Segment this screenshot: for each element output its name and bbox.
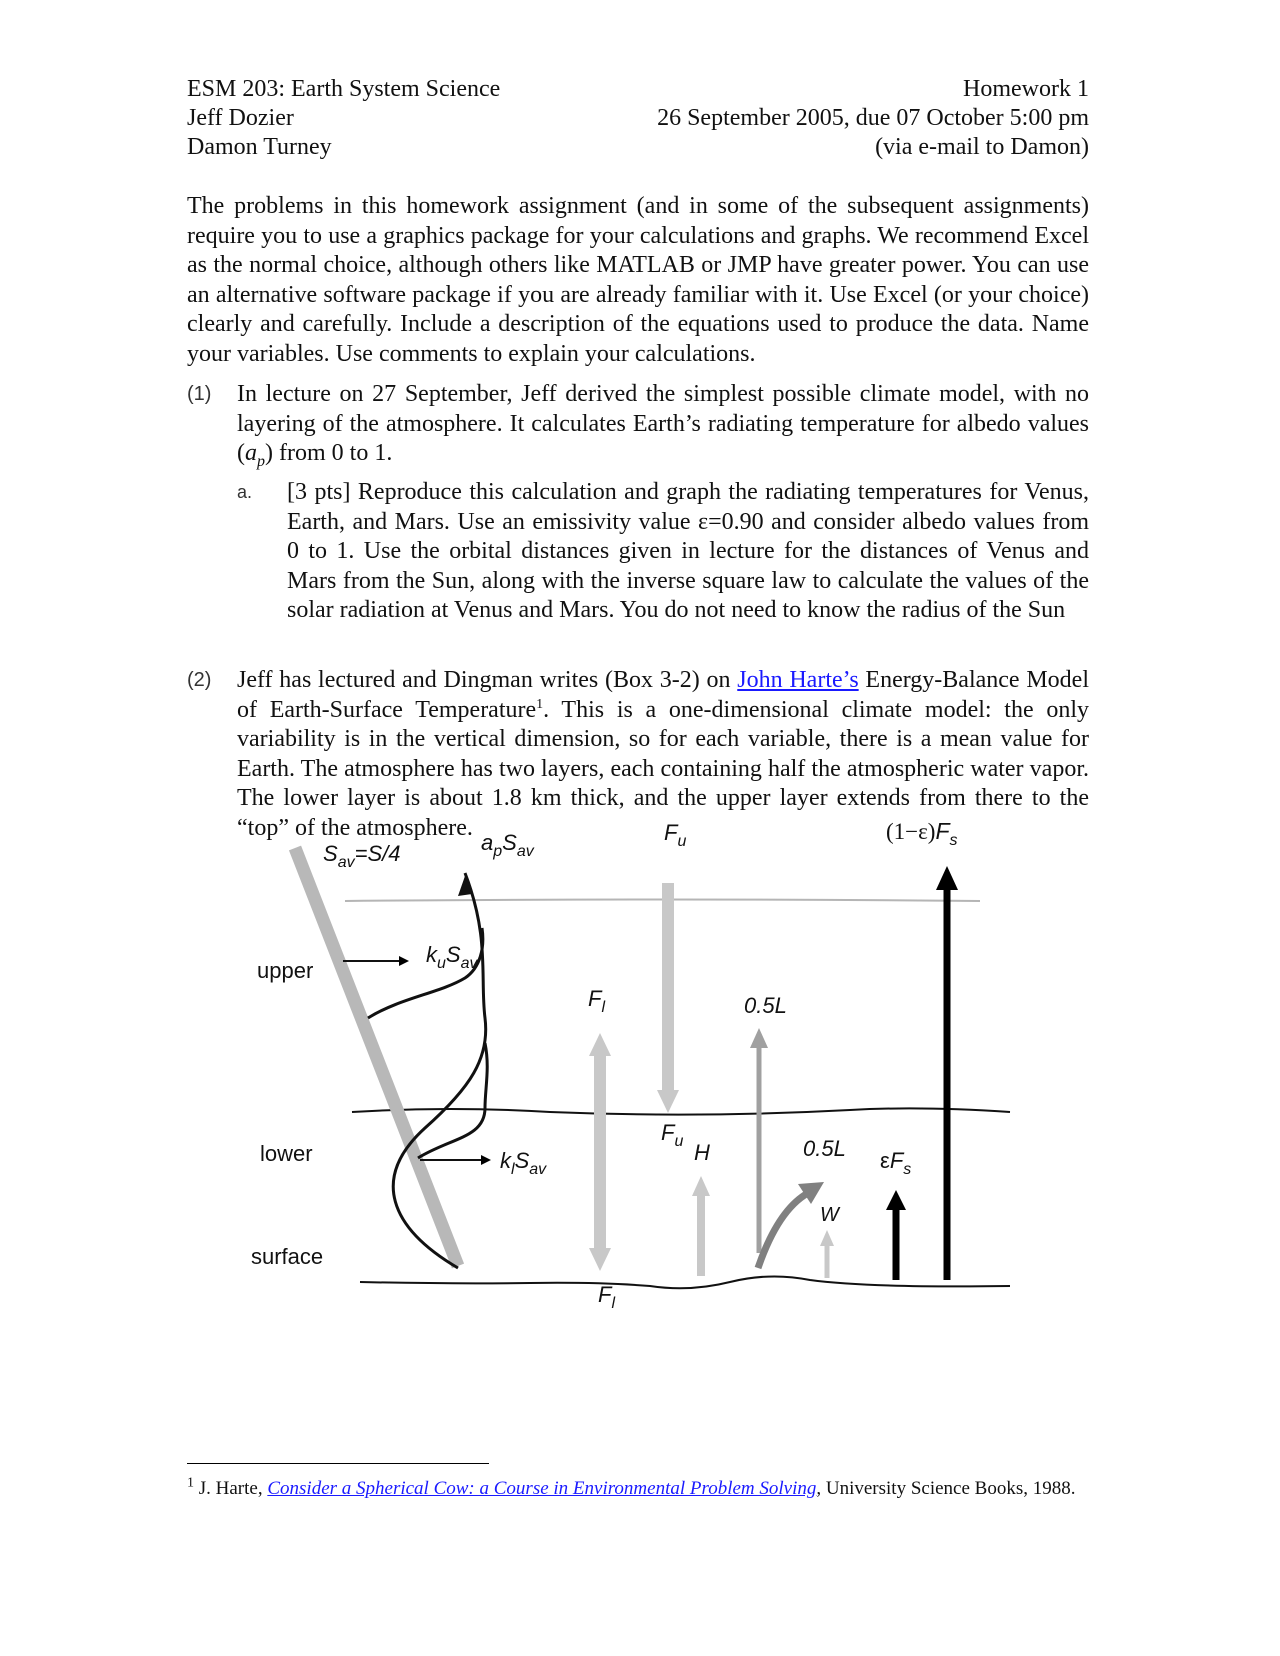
intro-paragraph: The problems in this homework assignment (and in some of the subsequent assignments) require you to use a graphics package for your calculations and graphs. We recommend Excel as the normal choice, although others like MATLAB or JMP have greater power. You can use an alternative software package if you are already familiar with it. Use Excel (or your choice) clearly and carefully. Include a description of the equations used to produce the data. Name your variables. Use comments to explain your calculations. xyxy=(187,193,1089,367)
problem-2-text-end: . This is a one-dimensional climate model: the only variability is in the vertical dimension, so for each variable, there is a mean value for Earth. The atmosphere has two layers, each containing half the atmospheric water vapor. The lower layer is about 1.8 km thick, and the upper layer extends from there to the “top” of the atmosphere. xyxy=(237,696,1089,841)
footnote-number: 1 xyxy=(187,1475,194,1491)
label-fl-upper: $F_l$ xyxy=(588,986,606,1016)
solar-input-beam xyxy=(295,848,458,1266)
layer-label-lower: lower xyxy=(260,1141,313,1166)
albedo-subscript: p xyxy=(257,452,265,470)
header-left xyxy=(187,75,500,162)
latent-heat-upper-arrowhead xyxy=(750,1028,768,1048)
label-ap-sav: $a_pS_{av}$ xyxy=(481,830,534,860)
water-vapor-arrowhead xyxy=(820,1230,834,1246)
eps-fs-arrowhead xyxy=(886,1190,906,1210)
sensible-heat-arrowhead xyxy=(692,1176,710,1196)
problem-1-text-end: ) from 0 to 1. xyxy=(265,440,393,466)
label-sav: $S_{av}=S/4$ xyxy=(323,841,401,871)
layer-label-surface: surface xyxy=(251,1244,324,1269)
albedo-symbol: a xyxy=(245,440,257,466)
problem-1-text xyxy=(237,380,1089,476)
instructor-name: Jeff Dozier xyxy=(187,105,294,131)
book-title-link[interactable]: Consider a Spherical Cow: a Course in Environmental Problem Solving xyxy=(267,1478,817,1499)
label-outgoing-fs: $(1-\varepsilon)F_s$ xyxy=(886,818,958,849)
header-right xyxy=(657,75,1089,162)
footnote-separator xyxy=(187,1463,489,1464)
label-kl-sav: $k_lS_{av}$ xyxy=(500,1148,547,1178)
problem-1a-text: [3 pts] Reproduce this calculation and graph the radiating temperatures for Venus, Earth, and Mars. Use an emissivity value ε=0.90 and consider albedo values from 0 to 1. Use the orbital distances given in lecture for the distances of Venus and Mars from the Sun, along with the inverse square law to calculate the values of the solar radiation at Venus and Mars. You do not need to know the radius of the Sun xyxy=(287,479,1089,623)
fl-arrowhead-down xyxy=(589,1248,611,1271)
footnote-marker: 1 xyxy=(536,696,544,712)
latent-heat-lower-arrow xyxy=(758,1193,808,1268)
delivery-note: (via e-mail to Damon) xyxy=(875,134,1089,160)
problem-number: (2) xyxy=(187,669,212,691)
problem-2-text-middle: Energy-Balance Model of Earth-Surface Temperature xyxy=(237,667,1089,723)
footnote-publisher: , University Science Books, 1988. xyxy=(816,1478,1076,1499)
problem-2-text-start: Jeff has lectured and Dingman writes (Box 3-2) on xyxy=(237,667,738,693)
footnote-author: J. Harte, xyxy=(194,1478,268,1499)
problem-number: (1) xyxy=(187,383,212,405)
part-letter: a. xyxy=(237,482,253,502)
label-h: H xyxy=(694,1140,710,1165)
label-fu-top: $F_u$ xyxy=(664,820,687,850)
fl-arrowhead-up xyxy=(589,1033,611,1056)
label-fl-surface: $F_l$ xyxy=(598,1282,616,1312)
due-date: 26 September 2005, due 07 October 5:00 pm xyxy=(657,105,1089,131)
label-w: W xyxy=(820,1204,839,1226)
outgoing-fs-arrowhead xyxy=(936,866,958,890)
label-half-l-lower: 0.5L xyxy=(803,1136,846,1161)
fu-arrowhead-down xyxy=(657,1090,679,1113)
course-title: ESM 203: Earth System Science xyxy=(187,76,501,102)
problem-1-text-start: In lecture on 27 September, Jeff derived the simplest possible climate model, with no layering of the atmosphere. It calculates Earth’s radiating temperature for albedo values ( xyxy=(237,381,1089,466)
label-ku-sav: $k_uS_{av}$ xyxy=(426,942,478,972)
surface-line xyxy=(360,1276,1010,1288)
problem-2-text xyxy=(237,666,1089,843)
layer-boundary-line xyxy=(352,1108,1010,1114)
john-harte-link[interactable]: John Harte’s xyxy=(737,667,859,693)
energy-balance-diagram xyxy=(250,818,1030,1368)
label-fu-lower: $F_u$ xyxy=(661,1120,684,1150)
footnote xyxy=(187,1477,1087,1501)
label-eps-fs: $\varepsilon F_s$ xyxy=(880,1148,912,1178)
instructor-name: Damon Turney xyxy=(187,134,332,160)
homework-title: Homework 1 xyxy=(963,76,1089,102)
label-half-l-upper: 0.5L xyxy=(744,993,787,1018)
layer-label-upper: upper xyxy=(257,958,314,983)
